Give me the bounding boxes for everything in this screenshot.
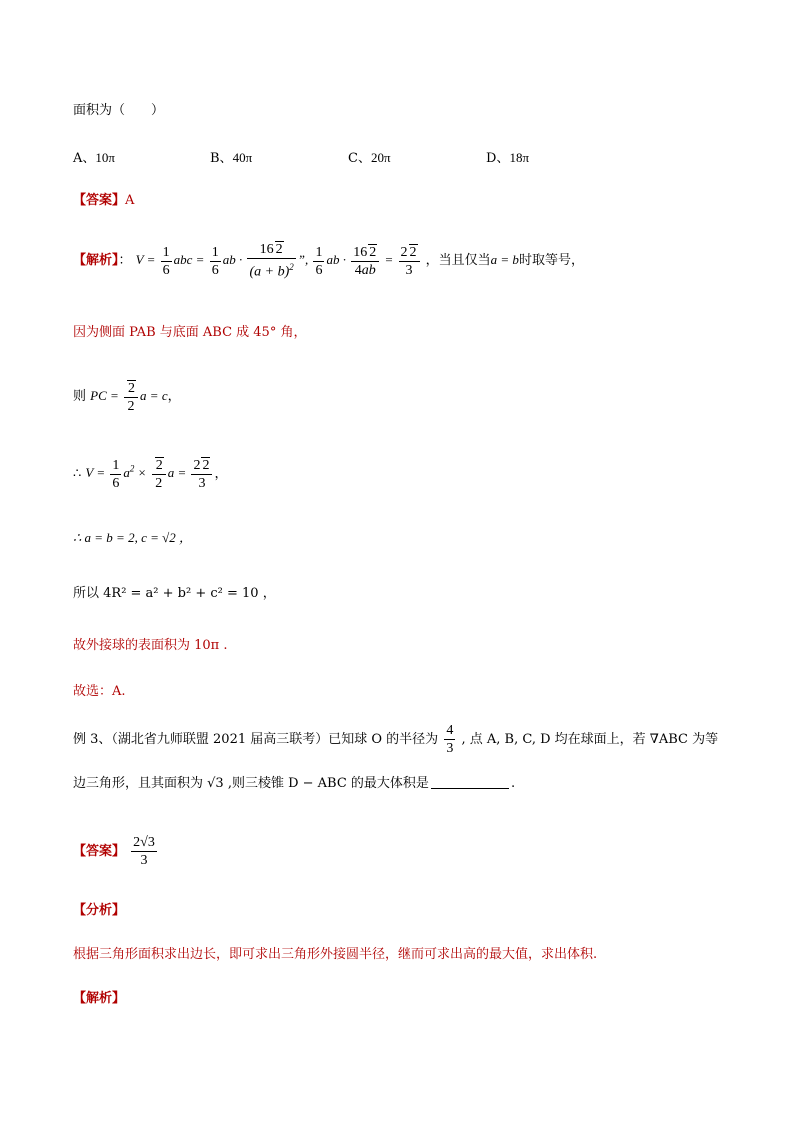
- analysis-label: 【解析】: [73, 253, 119, 268]
- choice-a-value: 10π: [95, 150, 115, 165]
- choice-a: [73, 147, 115, 166]
- question-tail: 面积为（ ）: [73, 103, 165, 118]
- choice-a-letter: A、: [73, 151, 96, 166]
- example-line-2: [73, 775, 515, 793]
- example-a: 例 3、（湖北省九师联盟 2021 届高三联考）已知球 O 的半径为: [73, 732, 439, 747]
- example-d: .: [510, 776, 516, 791]
- line-pc: 则 PC = $\frac{2}{2}$ a = c，: [73, 380, 181, 414]
- line-v-prefix: ∴: [73, 466, 82, 482]
- answer2-line: [73, 832, 159, 872]
- example-line-1: [73, 720, 718, 760]
- formula-v: V = $\frac{1}{6}$ $a^2$ × $\frac{2}{2}$ a = $\frac{2 2}{3}$: [85, 465, 214, 480]
- jiexi-label: 【解析】: [73, 991, 126, 1006]
- answer-blank[interactable]: [431, 788, 509, 789]
- choice-b-letter: B、: [210, 151, 233, 166]
- analysis-cond: a = b: [490, 252, 519, 267]
- choice-d-letter: D、: [486, 151, 510, 166]
- choice-c: [348, 147, 391, 166]
- fenxi-text: 根据三角形面积求出边长，即可求出三角形外接圆半径，继而可求出高的最大值，求出体积.: [73, 947, 598, 962]
- formula-pc: PC = $\frac{2}{2}$ a = c: [90, 380, 168, 414]
- choice-d: [486, 147, 529, 166]
- line-surface: 故外接球的表面积为 10π .: [73, 638, 228, 653]
- example-c: 边三角形，且其面积为 √3 ,则三棱锥 D − ABC 的最大体积是: [73, 776, 429, 791]
- line-4r: 所以 4R² = a² + b² + c² = 10 ，: [73, 586, 276, 601]
- fenxi-label: 【分析】: [73, 903, 126, 918]
- answer2-label: 【答案】: [73, 844, 126, 859]
- analysis-line: [73, 240, 584, 281]
- choice-d-value: 18π: [509, 150, 530, 165]
- line-v: ∴ V = $\frac{1}{6}$ $a^2$ × $\frac{2}{2}$ a = $\frac{2 2}{3}$ ，: [73, 457, 228, 491]
- formula-volume: V = $\frac{1}{6}$ abc = $\frac{1}{6}$ ab · $\frac{16 2}{(a + b)^2}$ ”, $\frac{1}{6}$ ab · $\frac{16 2}{4ab}$ = $\frac{2 2}{3}$: [136, 252, 422, 267]
- choice-c-letter: C、: [348, 151, 371, 166]
- analysis-tail2: 时取等号，: [518, 253, 584, 268]
- analysis-tail: ，当且仅当: [425, 253, 491, 268]
- analysis-sep: ：: [118, 253, 132, 268]
- line-pc-prefix: 则: [73, 389, 87, 404]
- answer2-frac: $\frac{2√3}{3}$: [133, 835, 155, 868]
- example-radius-frac: $\frac{4}{3}$: [446, 723, 454, 756]
- answer-line: [73, 192, 134, 210]
- answer-value: A: [125, 193, 135, 208]
- line-side: 因为侧面 PAB 与底面 ABC 成 45° 角，: [73, 325, 307, 340]
- answer-label: 【答案】: [73, 193, 126, 208]
- choice-c-value: 20π: [370, 150, 391, 165]
- choice-b: [210, 147, 252, 166]
- line-abc: ∴ a = b = 2, c = √2 ，: [73, 530, 192, 545]
- line-choose: 故选：A.: [73, 684, 126, 699]
- choice-b-value: 40π: [232, 150, 253, 165]
- example-b: , 点 A, B, C, D 均在球面上，若 ∇ABC 为等: [461, 732, 719, 747]
